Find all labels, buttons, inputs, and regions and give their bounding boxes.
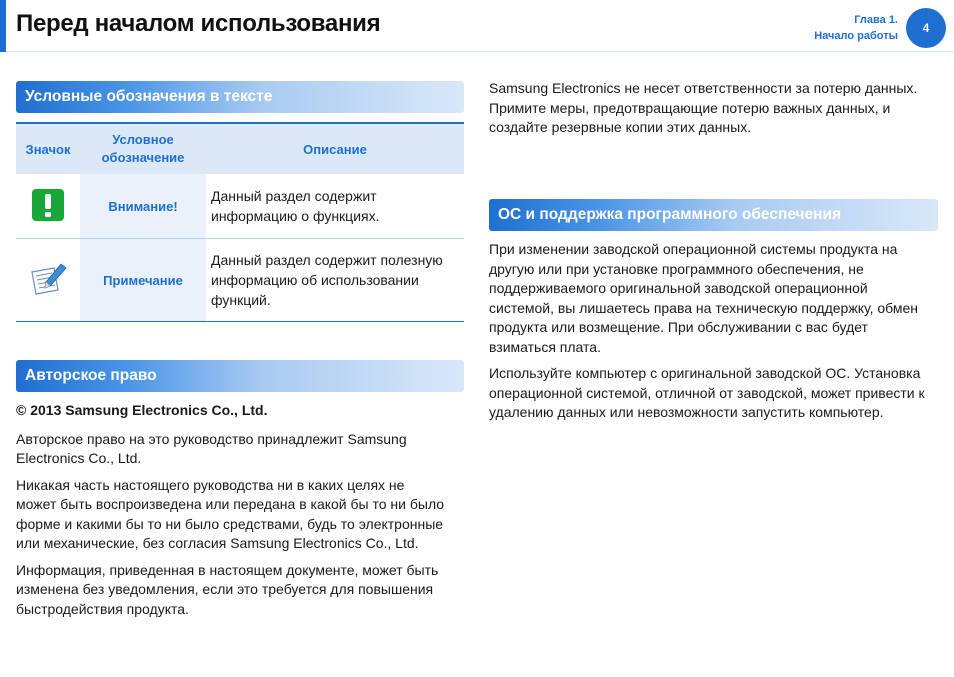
table-row: [16, 174, 464, 239]
copyright-paragraph: Никакая часть настоящего руководства ни в каких целях не может быть воспроизведена или передана в какой бы то ни было форме и какими бы то ни было средствами, будь то электронные или механические, без согласия Samsung Electronics Co., Ltd.: [16, 476, 445, 551]
symbol-description: Данный раздел содержит информацию о функциях.: [206, 174, 464, 239]
copyright-paragraph: Авторское право на это руководство принадлежит Samsung Electronics Co., Ltd.: [16, 430, 407, 466]
table-header-row: [16, 123, 464, 174]
copyright-section-heading: Авторское право: [16, 360, 464, 392]
os-paragraph: Используйте компьютер с оригинальной заводской ОС. Установка операционной системой, отличной от заводской, может привести к удалению данных или невозможности запустить компьютер.: [489, 365, 925, 420]
table-row: [16, 239, 464, 322]
os-paragraph: При изменении заводской операционной системы продукта на другую или при установке программного обеспечения, не поддерживаемого оригинальной заводской операционной системой, вы лишаетесь права на техническую поддержку, обмен продукта или возмещение. При обслуживании с вас будет взиматься плата.: [489, 241, 919, 355]
chapter-number: Глава 1.: [854, 14, 898, 26]
column-header-icon: Значок: [25, 141, 71, 157]
os-body: [489, 240, 929, 430]
copyright-paragraph: Информация, приведенная в настоящем документе, может быть изменена без уведомления, если это требуется для повышения быстродействия продукта.: [16, 561, 439, 617]
data-loss-paragraph: Samsung Electronics не несет ответственности за потерю данных. Примите меры, предотвращающие потерю важных данных, и создайте резервные копии этих данных.: [489, 80, 918, 135]
copyright-body: [16, 401, 448, 626]
header-accent-bar: [0, 0, 6, 52]
symbol-label: Примечание: [80, 239, 206, 322]
symbols-table: [16, 122, 464, 322]
note-pencil-icon: [28, 262, 68, 296]
symbol-label: Внимание!: [80, 174, 206, 239]
os-section-heading: ОС и поддержка программного обеспечения: [489, 199, 938, 231]
chapter-label: [814, 12, 898, 44]
column-header-description: Описание: [303, 141, 367, 157]
symbol-description: Данный раздел содержит полезную информацию об использовании функций.: [206, 239, 464, 322]
copyright-line: © 2013 Samsung Electronics Co., Ltd.: [16, 402, 268, 418]
symbols-section-heading: Условные обозначения в тексте: [16, 81, 464, 113]
exclamation-icon: [31, 188, 65, 222]
header-divider: [6, 51, 954, 52]
page-number-badge: 4: [906, 8, 946, 48]
page-title: Перед началом использования: [16, 10, 381, 37]
chapter-title: Начало работы: [814, 30, 898, 42]
column-header-symbol: Условное обозначение: [101, 132, 185, 165]
data-loss-notice: [489, 79, 929, 145]
